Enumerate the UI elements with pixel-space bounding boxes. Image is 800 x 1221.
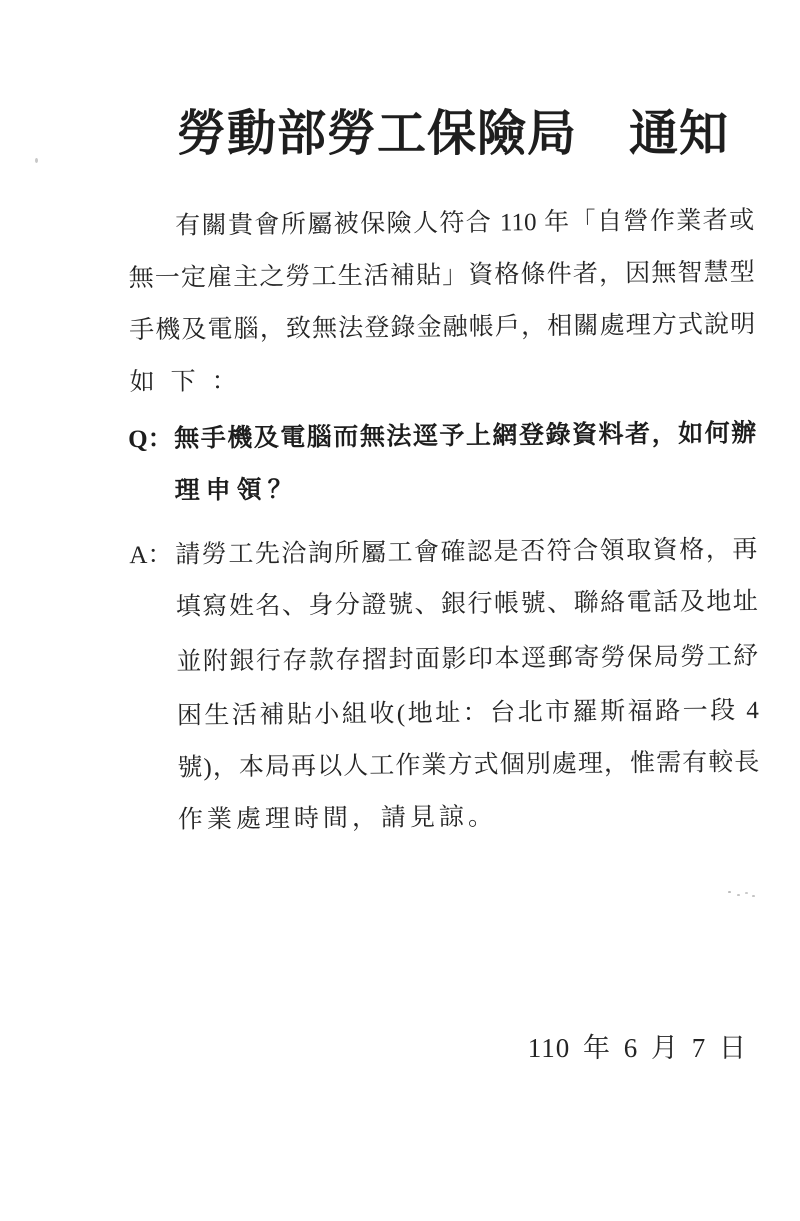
answer-line-1: 請勞工先洽詢所屬工會確認是否符合領取資格，再 (175, 536, 758, 569)
document-date: 110 年 6 月 7 日 (527, 1033, 747, 1063)
question-line-2: 理申領？ (174, 476, 299, 505)
answer-line-6: 作業處理時間，請見諒。 (177, 803, 498, 834)
scan-artifact-speck (35, 158, 38, 163)
document-type-label: 通知 (629, 106, 730, 161)
intro-line-1: 有關貴會所屬被保險人符合 110 年「自營作業者或 (175, 207, 755, 240)
question-line-1: 無手機及電腦而無法逕予上網登錄資料者，如何辦 (174, 420, 757, 453)
issuing-agency-name: 勞動部勞工保險局 (177, 106, 578, 161)
intro-line-3: 手機及電腦，致無法登錄金融帳戶，相關處理方式說明 (129, 311, 756, 345)
answer-line-2: 填寫姓名、身分證號、銀行帳號、聯絡電話及地址 (175, 588, 758, 621)
answer-line-4: 困生活補貼小組收(地址：台北市羅斯福路一段 4 (176, 697, 759, 730)
intro-line-4: 如下： (129, 367, 253, 397)
answer-line-3: 並附銀行存款存摺封面影印本逕郵寄勞保局勞工紓 (176, 643, 759, 676)
intro-line-2: 無一定雇主之勞工生活補貼」資格條件者，因無智慧型 (128, 259, 755, 293)
scan-artifact-speck (728, 891, 731, 893)
answer-line-5: 號)，本局再以人工作業方式個別處理，惟需有較長 (177, 749, 760, 782)
answer-label: A： (129, 541, 173, 570)
question-label: Q： (128, 425, 173, 454)
